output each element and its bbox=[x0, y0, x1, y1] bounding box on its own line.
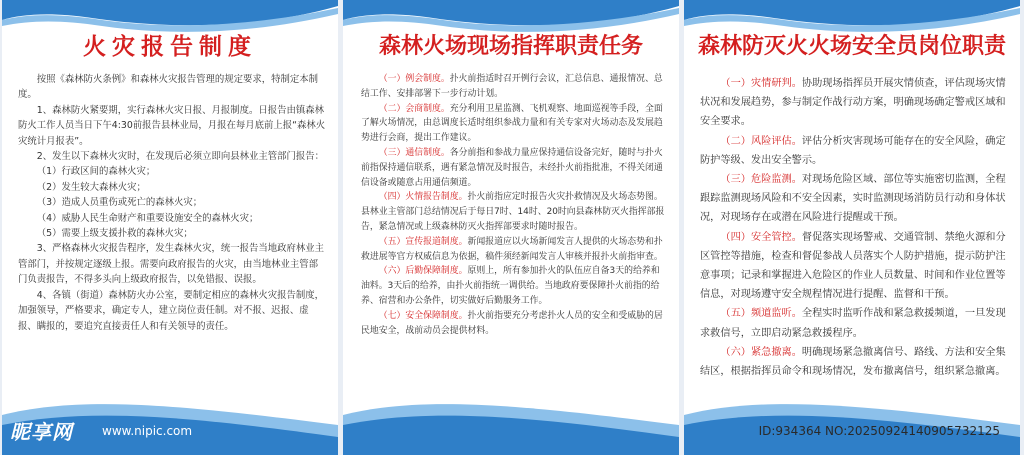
duty-item bbox=[361, 146, 667, 190]
duty-text: 各分前指和参战力量应保持通信设备完好，随时与扑火前指保持通信联系，遇有紧急情况及时报告，未经扑火前指批准，不得关闭通信设备或随意占用通信频道。 bbox=[361, 147, 663, 188]
duty-item bbox=[700, 304, 1008, 342]
panel-body bbox=[18, 72, 326, 334]
duty-item bbox=[361, 264, 667, 308]
duty-item bbox=[361, 235, 667, 265]
panel-command-duties bbox=[343, 0, 679, 455]
duty-text: 新闻报道应以火场新闻发言人提供的火场态势和扑救进展等官方权威信息为依据，稿件须经新闻发言人审核并报扑火前指审查。 bbox=[361, 236, 663, 262]
duty-label: （一）灾情研判。 bbox=[720, 78, 802, 89]
watermark-url: www.nipic.com bbox=[102, 424, 193, 438]
list-item: （2）发生较大森林火灾； bbox=[36, 181, 146, 193]
panel-title: 森林防灭火火场安全员岗位职责 bbox=[697, 34, 1006, 59]
duty-item bbox=[700, 343, 1008, 381]
duty-label: （七）安全保障制度。 bbox=[378, 310, 468, 321]
bottom-wave-decoration bbox=[343, 385, 679, 455]
duty-label: （六）紧急撤离。 bbox=[720, 346, 802, 358]
panel-body bbox=[361, 72, 667, 338]
duty-text: 督促落实现场警戒、交通管制、禁绝火源和分区管控等措施，检查和督促参战人员落实个人防护措施，提示防护注意事项；记录和掌握进入危险区的作业人员数量、时间和作业位置等信息，对现场遵守安全规程情况进行提醒、监督和干预。 bbox=[700, 231, 1006, 301]
duty-text: 明确现场紧急撤离信号、路线、方法和安全集结区，根据指挥员命令和现场情况，发布撤离信号，组织紧急撤离。 bbox=[700, 346, 1006, 378]
duty-text: 原则上，所有参加扑火的队伍应自备3天的给养和油料。3天后的给养，由扑火前指统一调供给。当地政府要保障扑火前指的给养、宿营和办公条件，切实做好后勤服务工作。 bbox=[361, 266, 660, 306]
duty-item bbox=[361, 102, 667, 146]
duty-text: 全程实时监听作战和紧急救援频道，一旦发现求救信号，立即启动紧急救援程序。 bbox=[700, 308, 1006, 339]
duty-label: （四）安全管控。 bbox=[720, 231, 802, 243]
list-item: （1）行政区间的森林火灾； bbox=[36, 166, 156, 178]
duty-label: （四）火情报告制度。 bbox=[378, 192, 468, 203]
list-item: （3）造成人员重伤或死亡的森林火灾； bbox=[36, 197, 203, 209]
duty-text: 扑火前指适时召开例行会议，汇总信息、通报情况、总结工作、安排部署下一步行动计划。 bbox=[361, 74, 663, 99]
paragraph: 3、严格森林火灾报告程序，发生森林火灾，统一报告当地政府林业主管部门，并按规定逐级上报。需要向政府报告的火灾，由当地林业主管部门负责报告，不得多头向上级政府报告，以免错报、误报。 bbox=[18, 243, 325, 286]
duty-text: 协助现场指挥员开展灾情侦查，评估现场灾情状况和发展趋势，参与制定作战行动方案，明确现场确定警戒区域和安全要求。 bbox=[700, 78, 1006, 128]
duty-item bbox=[361, 72, 667, 102]
duty-label: （二）风险评估。 bbox=[720, 135, 802, 147]
duty-item bbox=[700, 170, 1008, 228]
duty-label: （三）通信制度。 bbox=[378, 147, 450, 158]
duty-text: 充分利用卫星监测、飞机观察、地面巡视等手段，全面了解火场情况，由总调度长适时组织参战力量和有关专家对火场动态及发展趋势进行会商，提出工作建议。 bbox=[361, 103, 663, 144]
panel-fire-report-system bbox=[2, 0, 338, 455]
duty-item bbox=[361, 309, 667, 339]
bottom-wave-decoration bbox=[684, 385, 1020, 455]
list-item: （4）威胁人民生命财产和重要设施安全的森林火灾； bbox=[36, 212, 259, 224]
duty-item bbox=[700, 228, 1008, 305]
duty-item bbox=[700, 74, 1008, 132]
panel-title: 森林火场现场指挥职责任务 bbox=[378, 34, 643, 59]
paragraph: 1、森林防火紧要期，实行森林火灾日报、月报制度。日报告由镇森林防火工作人员当日下午4:30前报告县林业局，月报在每月底前上报“森林火灾统计月报表”。 bbox=[18, 104, 326, 147]
duty-label: （一）例会制度。 bbox=[378, 74, 450, 84]
paragraph: 按照《森林防火条例》和森林火灾报告管理的规定要求，特制定本制度。 bbox=[18, 74, 319, 101]
list-item: （5）需要上级支援扑救的森林火灾； bbox=[36, 228, 193, 240]
duty-text: 评估分析灾害现场可能存在的安全风险，确定防护等级、发出安全警示。 bbox=[700, 135, 1006, 166]
duty-label: （五）频道监听。 bbox=[720, 308, 802, 320]
duty-label: （二）会商制度。 bbox=[378, 103, 450, 114]
panel-title: 火灾报告制度 bbox=[83, 34, 257, 60]
duty-item bbox=[361, 190, 667, 234]
duty-label: （三）危险监测。 bbox=[720, 174, 802, 186]
duty-text: 扑火前指应定时报告火灾扑救情况及火场态势图。县林业主管部门总结情况后于每日7时、14时、20时向县森林防灭火指挥部报告，紧急情况或上级森林防灭火指挥部要求时随时报告。 bbox=[361, 192, 665, 232]
duty-text: 扑火前指要充分考虑扑火人员的安全和受威胁的居民地安全，战前动员会提供材料。 bbox=[361, 310, 663, 336]
watermark-id: ID:934364 NO:20250924140905732125 bbox=[758, 424, 1000, 438]
watermark-logo: 昵享网 bbox=[10, 420, 73, 444]
duty-label: （六）后勤保障制度。 bbox=[378, 266, 468, 277]
paragraph: 4、各镇（街道）森林防火办公室，要制定相应的森林火灾报告制度，加强领导，严格要求，确定专人，建立岗位责任制。对不报、迟报、虚报、瞒报的，要追究直接责任人和有关领导的责任。 bbox=[18, 289, 325, 332]
panel-body bbox=[700, 74, 1008, 381]
duty-text: 对现场危险区域、部位等实施密切监测，全程跟踪监测现场风险和不安全因素，实时监测现场消防员行动和身体状况，对现场存在或潜在风险进行提醒或干预。 bbox=[700, 174, 1006, 224]
duty-label: （五）宣传报道制度。 bbox=[378, 236, 468, 247]
panel-safety-officer-duties bbox=[684, 0, 1020, 455]
duty-item bbox=[700, 132, 1008, 170]
paragraph: 2、发生以下森林火灾时，在发现后必须立即向县林业主管部门报告： bbox=[36, 151, 325, 163]
